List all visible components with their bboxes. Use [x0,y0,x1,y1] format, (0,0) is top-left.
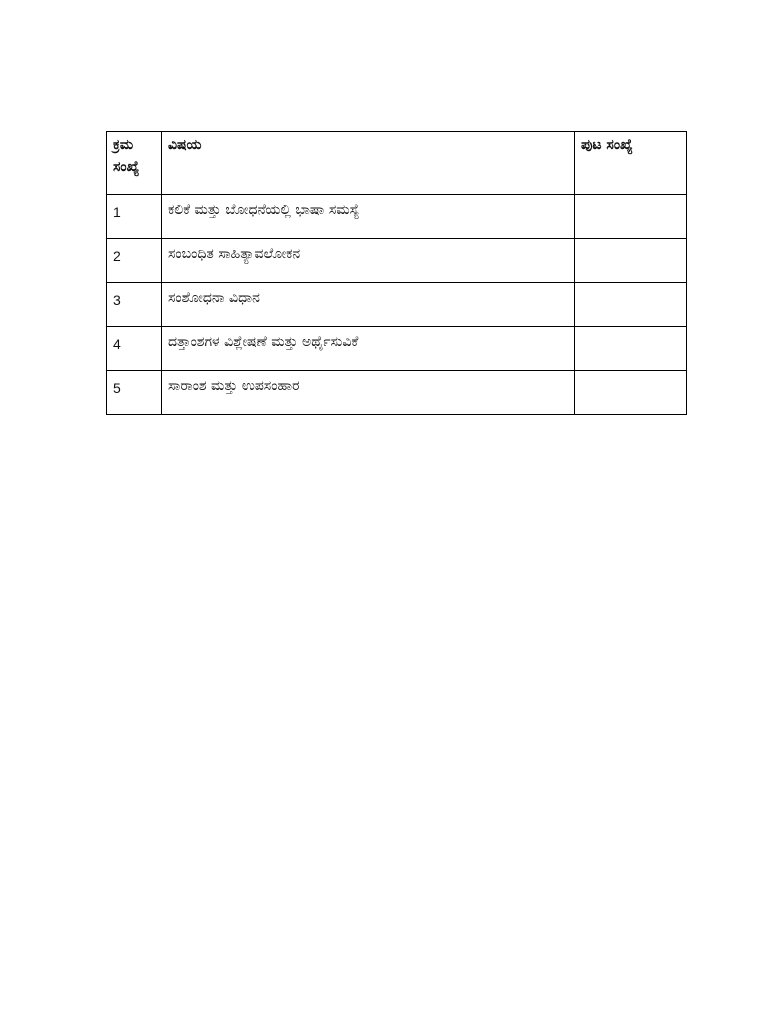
row-number: 2 [107,239,162,283]
header-topic: ವಿಷಯ [162,132,575,195]
row-page [575,283,687,327]
header-page-number: ಪುಟ ಸಂಖ್ಯೆ [575,132,687,195]
row-number: 5 [107,371,162,415]
table-row [107,371,687,415]
header-serial-line2: ಸಂಖ್ಯೆ [113,159,140,175]
row-page [575,239,687,283]
row-topic: ಕಲಿಕೆ ಮತ್ತು ಬೋಧನೆಯಲ್ಲಿ ಭಾಷಾ ಸಮಸ್ಯೆ [162,195,575,239]
row-page [575,327,687,371]
row-page [575,195,687,239]
row-topic: ದತ್ತಾಂಶಗಳ ವಿಶ್ಲೇಷಣೆ ಮತ್ತು ಅರ್ಥೈಸುವಿಕೆ [162,327,575,371]
table-of-contents [106,131,687,415]
table-row [107,283,687,327]
table-row [107,327,687,371]
table-header-row [107,132,687,195]
row-number: 3 [107,283,162,327]
table-row [107,195,687,239]
header-serial-line1: ಕ್ರಮ [113,137,134,153]
row-number: 1 [107,195,162,239]
header-serial-number [107,132,162,195]
table-row [107,239,687,283]
row-topic: ಸಂಬಂಧಿತ ಸಾಹಿತ್ಯಾವಲೋಕನ [162,239,575,283]
row-topic: ಸಾರಾಂಶ ಮತ್ತು ಉಪಸಂಹಾರ [162,371,575,415]
row-topic: ಸಂಶೋಧನಾ ವಿಧಾನ [162,283,575,327]
row-page [575,371,687,415]
row-number: 4 [107,327,162,371]
